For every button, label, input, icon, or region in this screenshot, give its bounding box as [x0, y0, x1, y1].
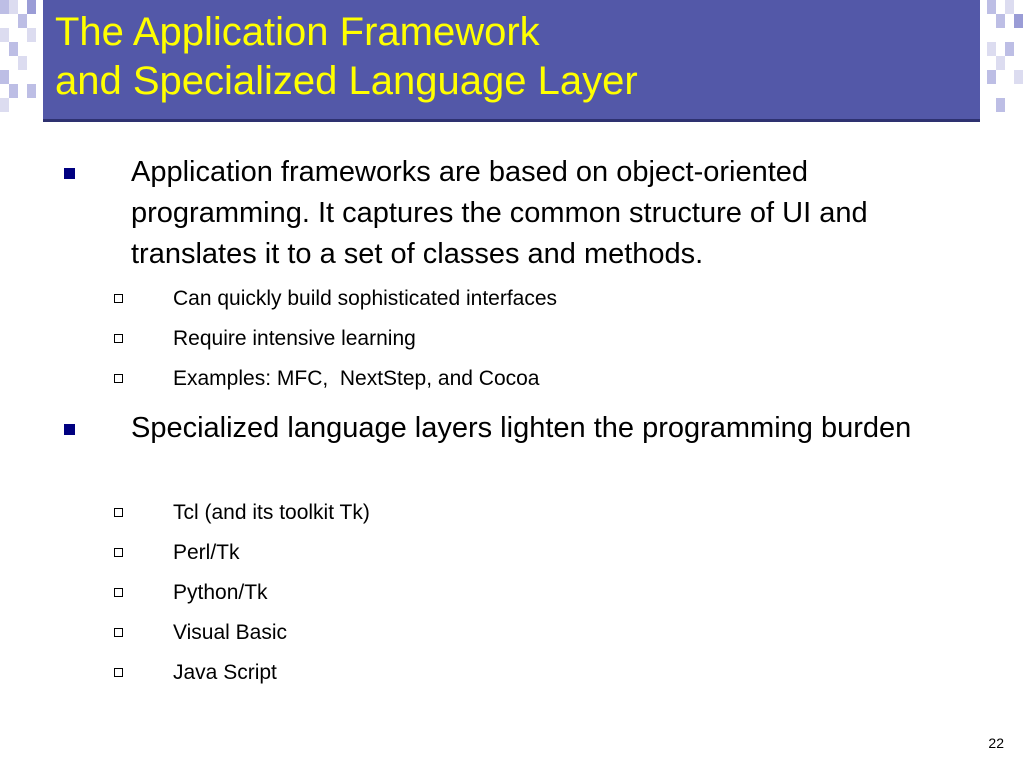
sub-bullet-text: Can quickly build sophisticated interfaces	[173, 287, 558, 310]
page-title	[55, 8, 955, 106]
page-title-line-1: The Application Framework	[55, 10, 540, 54]
sub-bullet-box-icon	[114, 628, 123, 637]
bullet-square-icon	[64, 424, 75, 435]
title-bar-shadow	[43, 119, 980, 122]
bullet-square-icon	[64, 168, 75, 179]
sub-bullet-text: Python/Tk	[173, 581, 268, 604]
sub-bullet-text: Require intensive learning	[173, 327, 416, 350]
slide-number: 22	[988, 735, 1004, 751]
sub-bullet-text: Examples: MFC, NextStep, and Cocoa	[173, 367, 540, 390]
sub-bullet-text: Java Script	[173, 661, 277, 684]
sub-bullet-box-icon	[114, 508, 123, 517]
sub-bullet-box-icon	[114, 294, 123, 303]
sub-bullet-text: Visual Basic	[173, 621, 288, 644]
sub-bullet-text: Tcl (and its toolkit Tk)	[173, 501, 370, 524]
bullet-text: Application frameworks are based on object-oriented programming. It captures the common structure of UI and translates it to a set of classes and methods.	[131, 156, 868, 270]
sub-bullet-box-icon	[114, 334, 123, 343]
sub-bullet-text: Perl/Tk	[173, 541, 240, 564]
bullet-text: Specialized language layers lighten the programming burden	[131, 412, 912, 444]
sub-bullet-box-icon	[114, 548, 123, 557]
sub-bullet-box-icon	[114, 668, 123, 677]
page-title-line-2: and Specialized Language Layer	[55, 59, 638, 103]
sub-bullet-box-icon	[114, 588, 123, 597]
sub-bullet-box-icon	[114, 374, 123, 383]
